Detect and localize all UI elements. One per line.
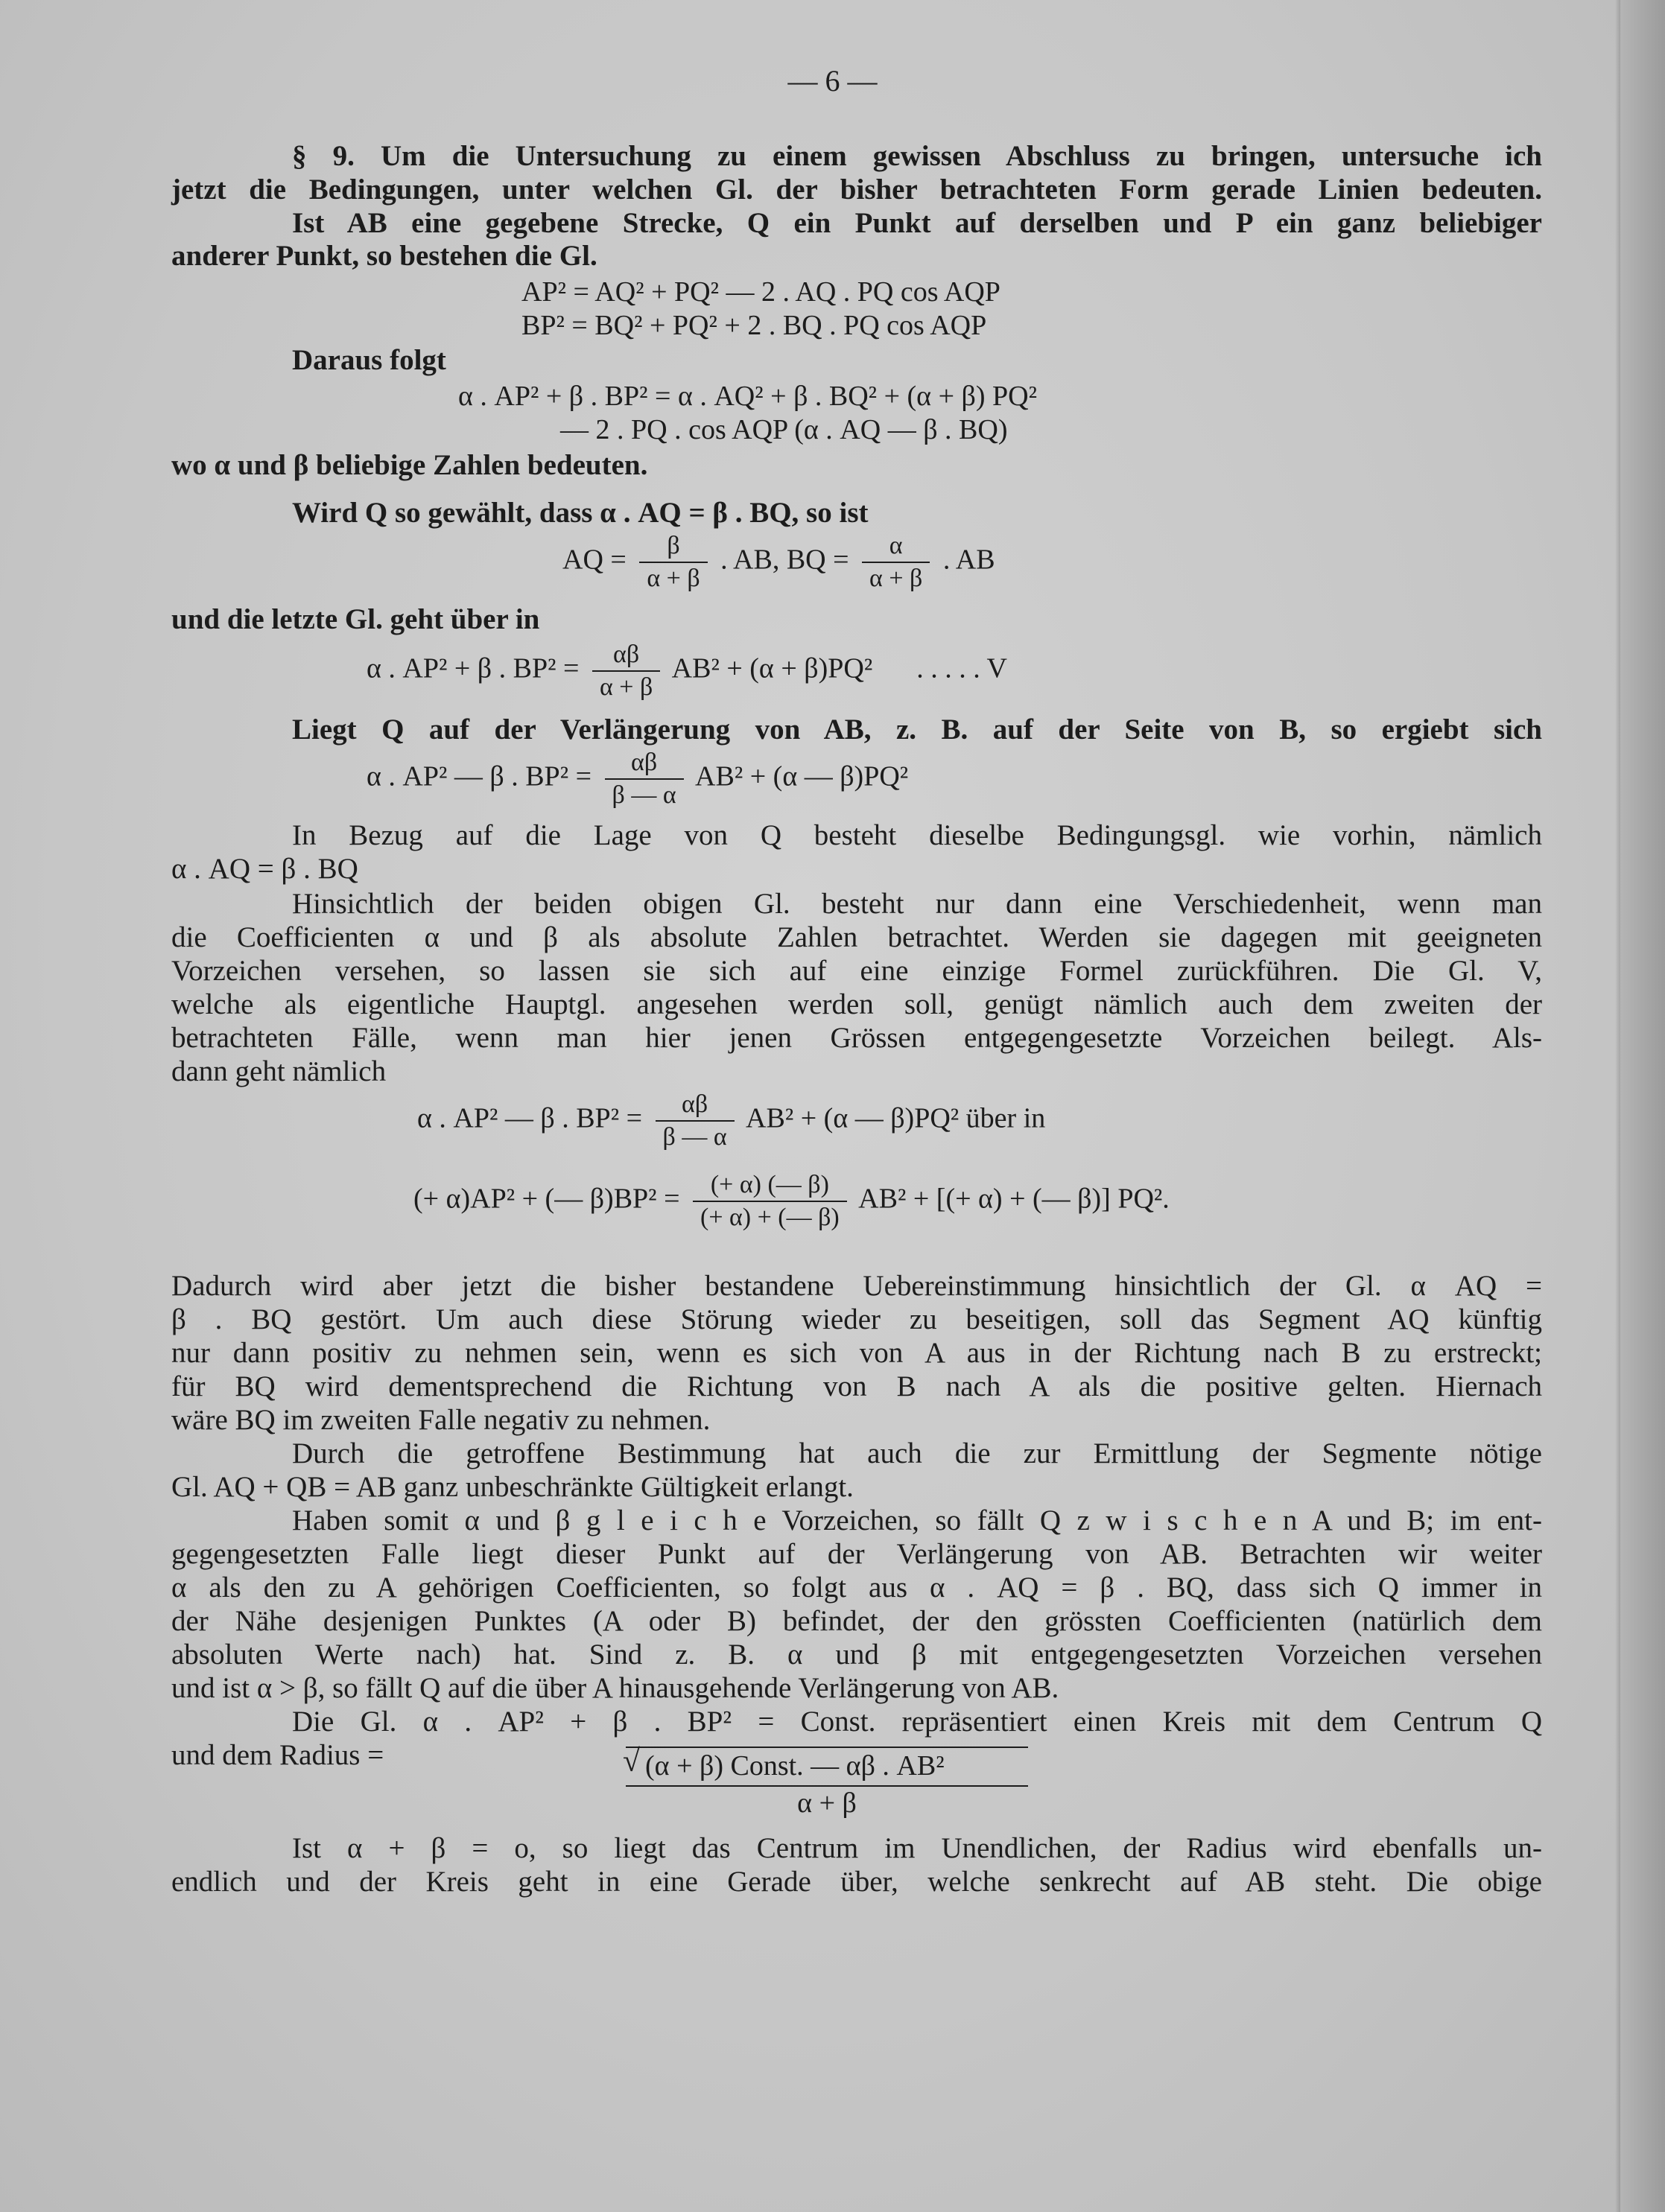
text-line: jetzt die Bedingungen, unter welchen Gl. der bisher betrachteten Form gerade Linien bedeuten. <box>171 174 1542 206</box>
fraction: $\frac{\beta}{\alpha + \beta}$ <box>639 530 707 594</box>
equation-v: α . AP² + β . BP² = $\frac{\alpha\beta}{\alpha + \beta}$ AB² + (α + β)PQ² . . . . . V <box>367 639 1007 703</box>
fraction: $\frac{\alpha\beta}{\beta — \alpha}$ <box>656 1089 735 1153</box>
text-line: Ist AB eine gegebene Strecke, Q ein Punkt auf derselben und P ein ganz beliebiger <box>292 207 1542 239</box>
page-edge <box>1620 0 1665 2212</box>
radical-denominator: α + β <box>797 1787 857 1819</box>
equation-aq-bq: AQ = $\frac{\beta}{\alpha + \beta}$ . AB, BQ = $\frac{\alpha}{\alpha + \beta}$ . AB <box>562 530 995 594</box>
text-line: Haben somit α und β g l e i c h e Vorzeichen, so fällt Q z w i s c h e n A und B; im ent- <box>292 1504 1542 1536</box>
text-line: wäre BQ im zweiten Falle negativ zu nehmen. <box>171 1404 711 1436</box>
text-line: die Coefficienten α und β als absolute Zahlen betrachtet. Werden sie dagegen mit geeigneten <box>171 921 1542 953</box>
equation-combined: α . AP² + β . BP² = α . AQ² + β . BQ² + (α + β) PQ² <box>458 381 1037 412</box>
text-line: In Bezug auf die Lage von Q besteht dieselbe Bedingungsgl. wie vorhin, nämlich <box>292 819 1542 851</box>
fraction: $\frac{(+ \alpha) (— \beta)}{(+ \alpha) + (— \beta)}$ <box>693 1169 847 1233</box>
text-line: Daraus folgt <box>292 344 446 376</box>
text-line: Die Gl. α . AP² + β . BP² = Const. repräsentiert einen Kreis mit dem Centrum Q <box>292 1706 1542 1738</box>
text-line: betrachteten Fälle, wenn man hier jenen Grössen entgegengesetzte Vorzeichen beilegt. Als- <box>171 1022 1542 1054</box>
text-line: nur dann positiv zu nehmen sein, wenn es sich von A aus in der Richtung nach B zu erstreckt; <box>171 1337 1542 1369</box>
fraction: $\frac{\alpha}{\alpha + \beta}$ <box>862 530 930 594</box>
text-line: Gl. AQ + QB = AB ganz unbeschränkte Gültigkeit erlangt. <box>171 1471 854 1503</box>
text-line: Ist α + β = o, so liegt das Centrum im Unendlichen, der Radius wird ebenfalls un- <box>292 1832 1542 1864</box>
text-line: § 9. Um die Untersuchung zu einem gewissen Abschluss zu bringen, untersuche ich <box>292 140 1542 172</box>
equation-ap2: AP² = AQ² + PQ² — 2 . AQ . PQ cos AQP <box>521 276 1000 308</box>
text-line: Hinsichtlich der beiden obigen Gl. besteht nur dann eine Verschiedenheit, wenn man <box>292 888 1542 920</box>
text-line: β . BQ gestört. Um auch diese Störung wieder zu beseitigen, soll das Segment AQ künftig <box>171 1303 1542 1335</box>
text-line: für BQ wird dementsprechend die Richtung von B nach A als die positive gelten. Hiernach <box>171 1370 1542 1402</box>
text-line: α als den zu A gehörigen Coefficienten, so folgt aus α . AQ = β . BQ, dass sich Q immer in <box>171 1571 1542 1604</box>
text-line: und ist α > β, so fällt Q auf die über A hinausgehende Verlängerung von AB. <box>171 1672 1059 1704</box>
fraction: $\frac{\alpha\beta}{\alpha + \beta}$ <box>592 639 660 703</box>
equation-tag-v: . . . . . V <box>916 652 1007 684</box>
radical-numerator: √ (α + β) Const. — αβ . AB² <box>626 1747 1028 1785</box>
text-line: α . AQ = β . BQ <box>171 853 358 885</box>
equation-combined-cont: — 2 . PQ . cos AQP (α . AQ — β . BQ) <box>560 414 1008 445</box>
text-line: anderer Punkt, so bestehen die Gl. <box>171 240 597 272</box>
text-line: wo α und β beliebige Zahlen bedeuten. <box>171 449 648 481</box>
text-line: Durch die getroffene Bestimmung hat auch die zur Ermittlung der Segmente nötige <box>292 1437 1542 1469</box>
text-line: und dem Radius = <box>171 1739 384 1771</box>
text-line: Liegt Q auf der Verlängerung von AB, z. B. auf der Seite von B, so ergiebt sich <box>292 714 1542 746</box>
equation-signed: (+ α)AP² + (— β)BP² = $\frac{(+ \alpha) (— \beta)}{(+ \alpha) + (— \beta)}$ AB² + [(+ α) + (— β)] PQ². <box>413 1169 1170 1233</box>
page-number: — 6 — <box>787 64 878 98</box>
text-line: der Nähe desjenigen Punktes (A oder B) befindet, der den grössten Coefficienten (natürlich dem <box>171 1605 1542 1637</box>
text-line: welche als eigentliche Hauptgl. angesehen werden soll, genügt nämlich auch dem zweiten der <box>171 988 1542 1020</box>
text-line: und die letzte Gl. geht über in <box>171 603 540 635</box>
text-line: dann geht nämlich <box>171 1055 387 1087</box>
equation-bp2: BP² = BQ² + PQ² + 2 . BQ . PQ cos AQP <box>521 310 987 341</box>
text-line: gegengesetzten Falle liegt dieser Punkt auf der Verlängerung von AB. Betrachten wir weiter <box>171 1538 1542 1570</box>
text-line: absoluten Werte nach) hat. Sind z. B. α und β mit entgegengesetzten Vorzeichen versehen <box>171 1639 1542 1671</box>
radius-formula <box>626 1747 1028 1820</box>
equation-second-case: α . AP² — β . BP² = $\frac{\alpha\beta}{\beta — \alpha}$ AB² + (α — β)PQ² über in <box>417 1089 1045 1153</box>
text-line: Dadurch wird aber jetzt die bisher bestandene Uebereinstimmung hinsichtlich der Gl. α AQ = <box>171 1270 1542 1302</box>
text-line: endlich und der Kreis geht in eine Gerade über, welche senkrecht auf AB steht. Die obige <box>171 1866 1542 1898</box>
equation-extension: α . AP² — β . BP² = $\frac{\alpha\beta}{\beta — \alpha}$ AB² + (α — β)PQ² <box>367 747 908 811</box>
text-line: Wird Q so gewählt, dass α . AQ = β . BQ, so ist <box>292 497 869 529</box>
text-line: Vorzeichen versehen, so lassen sie sich auf eine einzige Formel zurückführen. Die Gl. V, <box>171 955 1542 987</box>
fraction: $\frac{\alpha\beta}{\beta — \alpha}$ <box>605 747 684 811</box>
